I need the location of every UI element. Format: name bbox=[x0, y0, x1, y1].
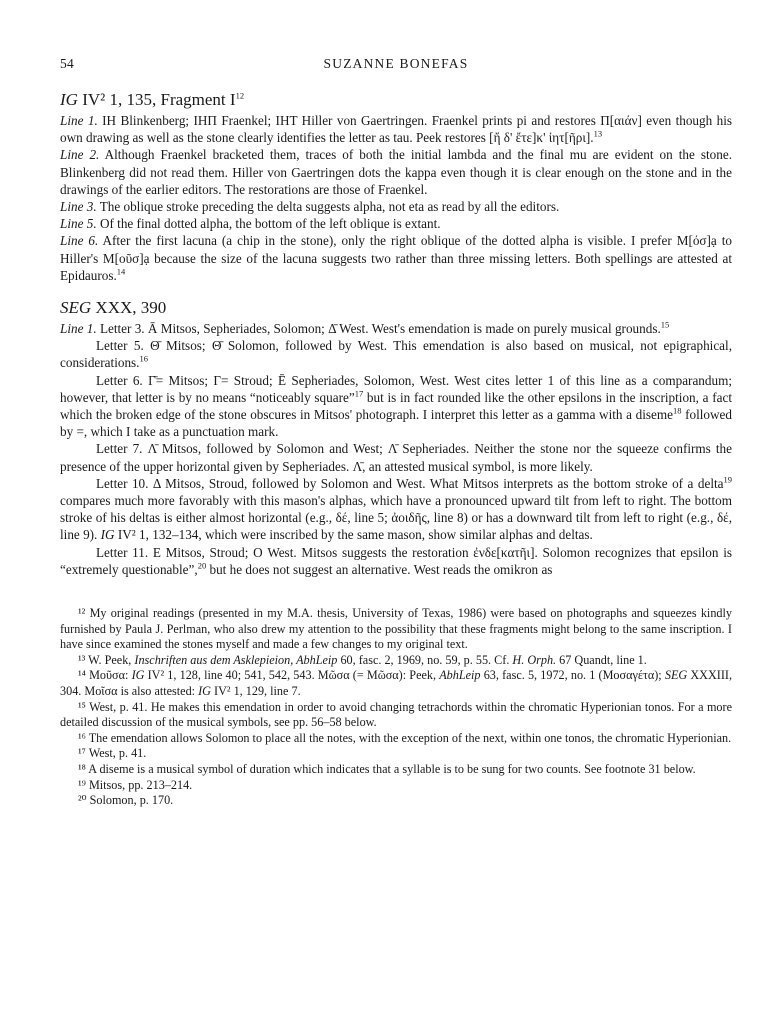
footnote-19: ¹⁹ Mitsos, pp. 213–214. bbox=[78, 777, 193, 792]
note-line-3: Line 3. The oblique stroke preceding the delta suggests alpha, not eta as read by all the editors. bbox=[60, 199, 560, 215]
page bbox=[60, 56, 732, 809]
footnote-14: ¹⁴ Μοῦσα: IG IV² 1, 128, line 40; 541, 542, 543. Μῶσα (= Μῶσα): Peek, AbhLeip 63, fasc. 5, 1972, no. 1 (Μοσαγέτα); SEG XXXIII, 304. Μοῖσα is also attested: IG IV² 1, 129, line 7. bbox=[60, 668, 732, 699]
footnotes bbox=[60, 606, 732, 809]
footnote-12: ¹² My original readings (presented in my M.A. thesis, University of Texas, 1986) were based on photographs and squeezes kindly furnished by Paula J. Perlman, who also drew my attention to the possibility that these fragments might belong to the same inscription. I have since examined the stones myself and made a few changes to my original text. bbox=[60, 606, 732, 652]
note-line-2: Line 2. Although Fraenkel bracketed them, traces of both the initial lambda and the final mu are evident on the stone. Blinkenberg did not read them. Hiller von Gaertringen dots the kappa even though it is clear enough on the stone and in the drawings of the earlier editors. The restorations are those of Fraenkel. bbox=[60, 147, 732, 197]
section-heading-ig: IG IV² 1, 135, Fragment $I^{12}$ bbox=[60, 90, 245, 109]
seg-line-1-letter-3: Line 1. Letter 3. Ā Mitsos, Sepheriades, Solomon; Δ̄ West. West's emendation is made on purely musical grounds.$^{15}$ bbox=[60, 319, 670, 337]
footnote-17: ¹⁷ West, p. 41. bbox=[78, 746, 147, 761]
footnote-18: ¹⁸ A diseme is a musical symbol of duration which indicates that a syllable is to be sung for two counts. See footnote 31 below. bbox=[78, 762, 696, 777]
seg-letter-10: Letter 10. Δ Mitsos, Stroud, followed by Solomon and West. What Mitsos interprets as the bottom stroke of a delta$^{19}$ compares much more favorably with this mason's alphas, which have a pronounced upward tilt from left to right. The bottom stroke of his deltas is either almost horizontal (e.g., δέ, line 5; ἀοιδῆς, line 8) or has a downward tilt from left to right (e.g., δέ, line 9). IG IV² 1, 132–134, which were inscribed by the same mason, show similar alphas and deltas. bbox=[60, 474, 732, 543]
note-line-1: Line 1. ΙΗ Blinkenberg; ΙΗΠ Fraenkel; ΙΗΤ Hiller von Gaertringen. Fraenkel prints pi and restores Π[αιάν] even though his own drawing as well as the stone clearly identifies the letter as tau. Peek restores [ἤ δ' ἔτε]κ' ἰητ[ῆρι].$^{13}$ bbox=[60, 113, 732, 146]
footnote-20: ²⁰ Solomon, p. 170. bbox=[78, 793, 174, 808]
section-heading-seg: SEG XXX, 390 bbox=[60, 298, 167, 318]
footnote-16: ¹⁶ The emendation allows Solomon to place all the notes, with the exception of the next, within one tonos, the chromatic Hyperionian. bbox=[78, 730, 732, 745]
running-header bbox=[60, 56, 732, 80]
page-number: 54 bbox=[60, 56, 75, 71]
seg-letter-6: Letter 6. Γ̄= Mitsos; Γ= Stroud; Ē Sepheriades, Solomon, West. West cites letter 1 of this line as a comparandum; however, that letter is by no means “noticeably square”$^{17}$ but is in fact rounded like the other epsilons in the inscription, a fact which the broken edge of the stone obscures in Mitsos' photograph. I interpret this letter as a gamma with a diseme$^{18}$ followed by =, which I take as a punctuation mark. bbox=[60, 372, 732, 440]
note-line-6: Line 6. After the first lacuna (a chip in the stone), only the right oblique of the dotted alpha is visible. I prefer Μ[όσ]ạ to Hiller's Μ[οῦσ]ạ because the size of the lacuna suggests two rather than three missing letters. Both spellings are attested at Epidauros.$^{14}$ bbox=[60, 233, 732, 283]
footnote-13: ¹³ W. Peek, Inschriften aus dem Asklepieion, AbhLeip 60, fasc. 2, 1969, no. 59, p. 55. Cf. H. Orph. 67 Quandt, line 1. bbox=[78, 652, 647, 667]
seg-letter-11: Letter 11. Ε Mitsos, Stroud; Ο West. Mitsos suggests the restoration ἐνδε[κατῆι]. Solomon recognizes that epsilon is “extremely questionable”,$^{20}$ but he does not suggest an alternative. West reads the omikron as bbox=[60, 544, 732, 577]
running-head-author: SUZANNE BONEFAS bbox=[323, 56, 469, 71]
note-line-5: Line 5. Of the final dotted alpha, the bottom of the left oblique is extant. bbox=[60, 216, 441, 232]
seg-letter-5: Letter 5. Θ̄ Mitsos; Θ̄ Solomon, followed by West. This emendation is also based on musical, not epigraphical, considerations.$^{16}$ bbox=[60, 338, 732, 371]
seg-letter-7: Letter 7. Λ̄ Mitsos, followed by Solomon and West; Λ̄ Sepheriades. Neither the stone nor the squeeze confirms the presence of the upper horizontal given by Sepheriades. Λ̄, an attested musical symbol, is more likely. bbox=[60, 441, 732, 474]
footnote-15: ¹⁵ West, p. 41. He makes this emendation in order to avoid changing tetrachords within the chromatic Hyperionian tonos. For a more detailed discussion of the musical symbols, see pp. 56–58 below. bbox=[60, 699, 732, 730]
